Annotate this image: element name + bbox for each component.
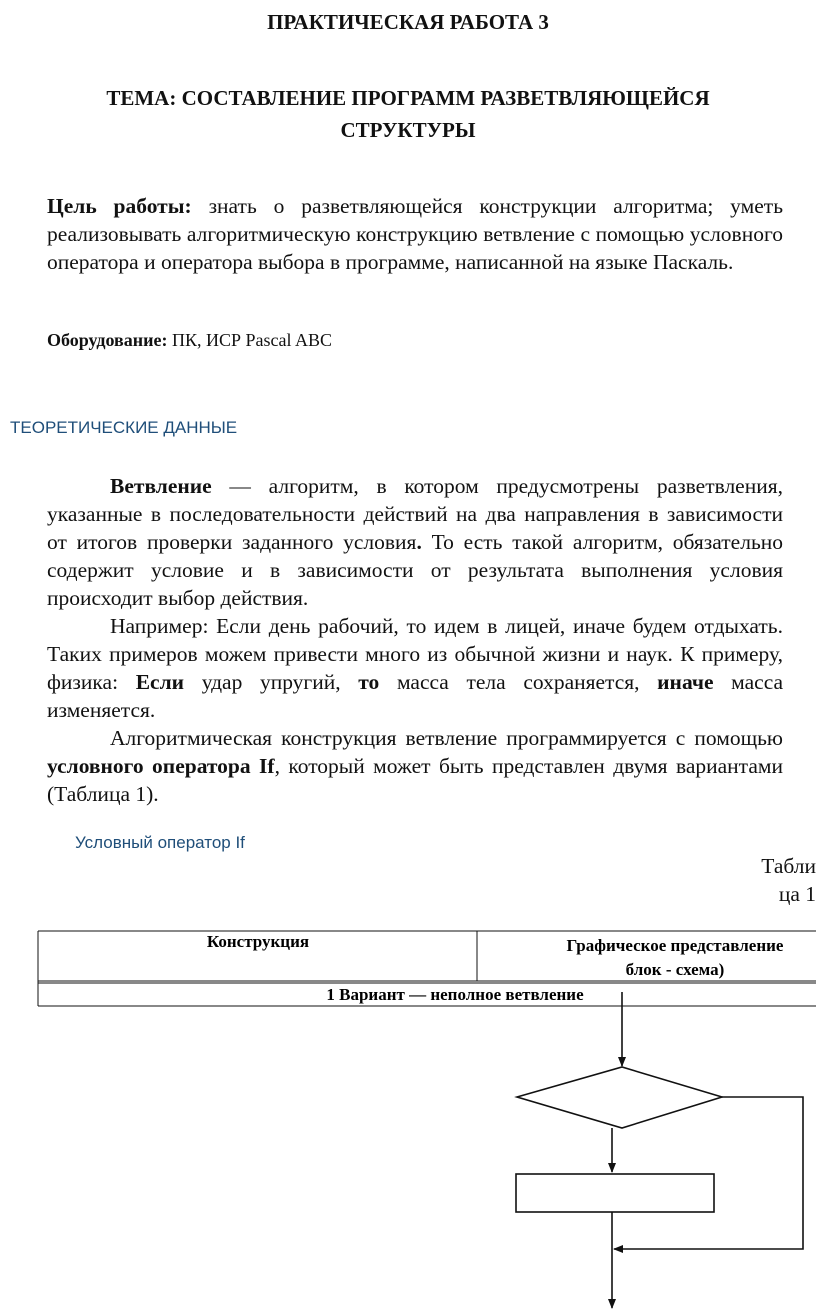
topic-line-2: СТРУКТУРЫ — [340, 118, 476, 142]
paragraph1-text-b: То есть такой алгоритм, обязательно содержит условие и в зависимости от результата выполнения условия происходит выбор действия. — [47, 530, 784, 610]
table-number-line-1: Табли — [761, 854, 816, 878]
paragraph3-text-a: Алгоритмическая конструкция ветвление программируется с помощью — [110, 726, 783, 750]
paragraph2-text-c: масса тела сохраняется, — [396, 670, 640, 694]
theory-heading: ТЕОРЕТИЧЕСКИЕ ДАННЫЕ — [10, 418, 238, 437]
col-header-graphic-line2: блок - схема) — [625, 960, 725, 979]
paragraph2-text-a: Например: Если день рабочий, то идем в лицей, иначе будем отдыхать. Таких примеров можем привести много из обычной жизни и наук. К примеру, физика: — [47, 614, 783, 694]
else-word: иначе — [657, 670, 714, 694]
equipment-text: ПК, ИСР Pascal ABC — [172, 330, 333, 350]
goal-label: Цель работы: — [47, 194, 192, 218]
paragraph1-text-a: — алгоритм, в котором предусмотрены разветвления, указанные в последовательности действий на два направления в зависимости от итогов проверки заданного условия — [47, 474, 784, 554]
col-header-graphic-line1: Графическое представление — [566, 936, 784, 955]
flowchart-incomplete-branch — [516, 992, 803, 1308]
condition-diamond — [517, 1067, 722, 1128]
operator-if: условного оператора If — [47, 754, 275, 778]
paragraph1-dot: . — [416, 530, 422, 554]
then-word: то — [358, 670, 380, 694]
goal-text: знать о разветвляющейся конструкции алгоритма; уметь реализовывать алгоритмическую конструкцию ветвление с помощью условного оператора и оператора выбора в программе, написанной на языке Паскаль. — [47, 194, 783, 274]
paragraph2-text-b: удар упругий, — [201, 670, 341, 694]
topic-line-1: ТЕМА: СОСТАВЛЕНИЕ ПРОГРАММ РАЗВЕТВЛЯЮЩЕЙСЯ — [106, 86, 710, 110]
col-header-construction: Конструкция — [206, 932, 310, 951]
equipment-label: Оборудование: — [47, 330, 168, 350]
page-title: ПРАКТИЧЕСКАЯ РАБОТА 3 — [267, 10, 549, 34]
term-branching: Ветвление — [110, 474, 212, 498]
variant-1-row: 1 Вариант — неполное ветвление — [326, 985, 584, 1004]
paragraph2-text-d: масса изменяется. — [47, 670, 784, 722]
paragraph3-text-b: , который может быть представлен двумя вариантами (Таблица 1). — [47, 754, 783, 806]
action-block — [516, 1174, 714, 1212]
table-number-line-2: ца 1 — [778, 882, 816, 906]
if-word: Если — [135, 670, 185, 694]
table-caption: Условный оператор If — [75, 833, 245, 852]
